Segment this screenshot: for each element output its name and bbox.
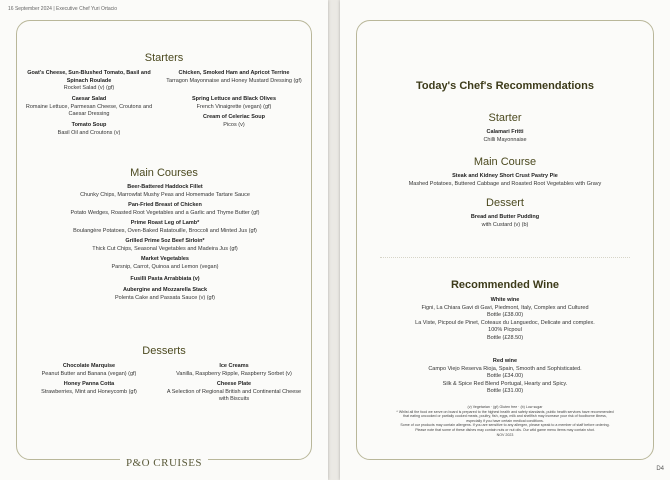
wine-price: Bottle (£38.00) xyxy=(486,312,524,318)
menu-page-right xyxy=(340,0,670,480)
footnote-line: Some of our products may contain allergens. If you are sensitive to any allergen, please speak to a member of staff before ordering. xyxy=(400,423,610,428)
item-name: Pan-Fried Breast of Chicken xyxy=(128,202,202,208)
item-desc: Peanut Butter and Banana (vegan) (gf) xyxy=(41,370,137,377)
wine-list xyxy=(356,297,654,342)
wine-name: Figni, La Chiara Gavi di Gavi, Piedmont, Italy, Complex and Cultured xyxy=(421,304,589,311)
header-separator: | xyxy=(53,6,55,12)
wine-price: Bottle (£34.00) xyxy=(486,373,524,379)
item-name: Spring Lettuce and Black Olives xyxy=(191,96,277,102)
section-title-mains: Main Courses xyxy=(130,167,198,179)
item-name: Market Vegetables xyxy=(141,256,189,262)
item-desc: Tarragon Mayonnaise and Honey Mustard Dressing (gf) xyxy=(166,77,302,84)
menu-item xyxy=(356,129,654,144)
section-title-starters: Starters xyxy=(144,52,184,64)
footnote-line: that eating uncooked or partially cooked meats, poultry, fish, eggs, milk and shellfish may increase your risk of foodborne illness, xyxy=(403,414,607,419)
item-name: Calamari Fritti xyxy=(486,129,524,135)
item-name: Chocolate Marquise xyxy=(62,363,116,369)
menu-item xyxy=(24,256,306,271)
wine-title: Recommended Wine xyxy=(450,279,560,291)
item-desc: Rocket Salad (v) (gf) xyxy=(63,85,115,91)
menu-item xyxy=(24,122,154,137)
item-desc: Picos (v) xyxy=(223,121,245,128)
section-title-main: Main Course xyxy=(473,156,537,168)
recommendations-title: Today's Chef's Recommendations xyxy=(415,80,594,92)
wine-price: Bottle (£31.00) xyxy=(486,388,524,394)
po-cruises-logo xyxy=(0,457,328,469)
item-name: Prime Roast Leg of Lamb* xyxy=(130,220,200,226)
item-name: Chicken, Smoked Ham and Apricot Terrine xyxy=(178,70,290,76)
white-wine-heading: White wine xyxy=(490,297,520,303)
item-name: Honey Panna Cotta xyxy=(63,381,115,387)
logo-text: P&O CRUISES xyxy=(120,457,208,469)
item-name: Steak and Kidney Short Crust Pastry Pie xyxy=(452,173,558,179)
item-name: Cream of Celeriac Soup xyxy=(202,114,266,120)
wine-note: 100% Picpoul xyxy=(488,327,522,333)
page-number: D4 xyxy=(656,466,664,472)
menu-item xyxy=(24,238,306,253)
footnote-line: * Whilst all the food we serve on board is prepared to the highest health and safety standards, public health services have recommended xyxy=(396,409,614,414)
menu-item xyxy=(164,70,304,85)
menu-item xyxy=(24,220,306,235)
item-name: Goat's Cheese, Sun-Blushed Tomato, Basil and Spinach Roulade xyxy=(27,70,151,84)
section-title-desserts: Desserts xyxy=(142,345,186,357)
item-name: Grilled Prime 5oz Beef Sirloin* xyxy=(125,238,205,244)
item-name: Bread and Butter Pudding xyxy=(470,214,540,220)
item-name: Aubergine and Mozzarella Stack xyxy=(122,287,208,293)
wine-name: Silk & Spice Red Blend Portugal, Hearty and Spicy. xyxy=(442,380,568,387)
item-name: Caesar Salad xyxy=(71,96,107,102)
menu-item xyxy=(356,214,654,229)
item-desc: Vanilla, Raspberry Ripple, Raspberry Sorbet (v) xyxy=(176,370,292,377)
item-desc: Polenta Cake and Passata Sauce (v) (gf) xyxy=(115,294,215,301)
item-name: Cheese Plate xyxy=(216,381,252,387)
item-desc: A Selection of Regional British and Continental Cheese with Biscuits xyxy=(166,388,302,402)
header-date: 16 September 2024 xyxy=(8,6,52,12)
footnote-line: especially if you have certain medical conditions. xyxy=(466,418,544,423)
item-desc: Strawberries, Mint and Honeycomb (gf) xyxy=(41,388,137,395)
menu-item xyxy=(356,173,654,188)
item-name: Beer-Battered Haddock Fillet xyxy=(127,184,203,190)
item-desc: Mashed Potatoes, Buttered Cabbage and Roasted Root Vegetables with Gravy xyxy=(408,180,602,187)
menu-item xyxy=(24,363,154,378)
divider xyxy=(380,257,630,258)
menu-page-left xyxy=(0,0,328,480)
item-name: Ice Creams xyxy=(219,363,249,369)
footnote xyxy=(380,405,630,437)
menu-item xyxy=(24,70,154,93)
menu-item xyxy=(24,202,306,217)
menu-item xyxy=(24,381,154,396)
menu-item xyxy=(24,96,154,119)
item-name: Fusilli Pasta Arrabbiata (v) xyxy=(130,276,200,282)
footnote-code: NOV 2023 xyxy=(496,432,514,437)
item-desc: Romaine Lettuce, Parmesan Cheese, Croutons and Caesar Dressing xyxy=(25,103,153,117)
section-title-starter: Starter xyxy=(488,112,522,124)
red-wine-heading: Red wine xyxy=(492,358,518,364)
item-desc: Parsnip, Carrot, Quinoa and Lemon (vegan) xyxy=(111,263,219,270)
section-title-dessert: Dessert xyxy=(486,197,524,209)
item-desc: Thick Cut Chips, Seasonal Vegetables and Madeira Jus (gf) xyxy=(92,245,238,252)
menu-item xyxy=(164,114,304,129)
item-desc: Basil Oil and Croutons (v) xyxy=(57,129,121,136)
menu-item xyxy=(24,287,306,302)
item-desc: Potato Wedges, Roasted Root Vegetables and a Garlic and Thyme Butter (gf) xyxy=(70,209,260,216)
wine-price: Bottle (£28.50) xyxy=(486,334,524,341)
menu-item xyxy=(24,184,306,199)
item-desc: Boulangère Potatoes, Oven-Baked Ratatouille, Broccoli and Minted Jus (gf) xyxy=(73,227,257,234)
wine-list xyxy=(356,358,654,396)
footnote-line: Please note that some of these dishes may contain nuts or nut oils. Our wild game menu items may contain shot. xyxy=(415,427,595,432)
menu-item xyxy=(24,276,306,284)
menu-item xyxy=(164,381,304,404)
menu-item xyxy=(164,363,304,378)
item-desc: Chunky Chips, Marrowfat Mushy Peas and Homemade Tartare Sauce xyxy=(80,191,250,198)
menu-item xyxy=(164,96,304,111)
wine-name: La Viste, Picpoul de Pinet, Coteaux du Languedoc, Delicate and complex. xyxy=(415,319,595,326)
item-desc: Chilli Mayonnaise xyxy=(483,136,527,143)
legend: (v) Vegetarian · (gf) Gluten free · (b) Low sugar xyxy=(467,405,543,409)
header-chef: Executive Chef Yuri Ortacio xyxy=(56,6,118,12)
header xyxy=(8,6,117,12)
item-desc: French Vinaigrette (vegan) (gf) xyxy=(196,103,272,110)
item-desc: with Custard (v) (b) xyxy=(481,221,529,228)
wine-name: Campo Viejo Reserva Rioja, Spain, Smooth and Sophisticated. xyxy=(428,365,582,372)
item-name: Tomato Soup xyxy=(71,122,107,128)
